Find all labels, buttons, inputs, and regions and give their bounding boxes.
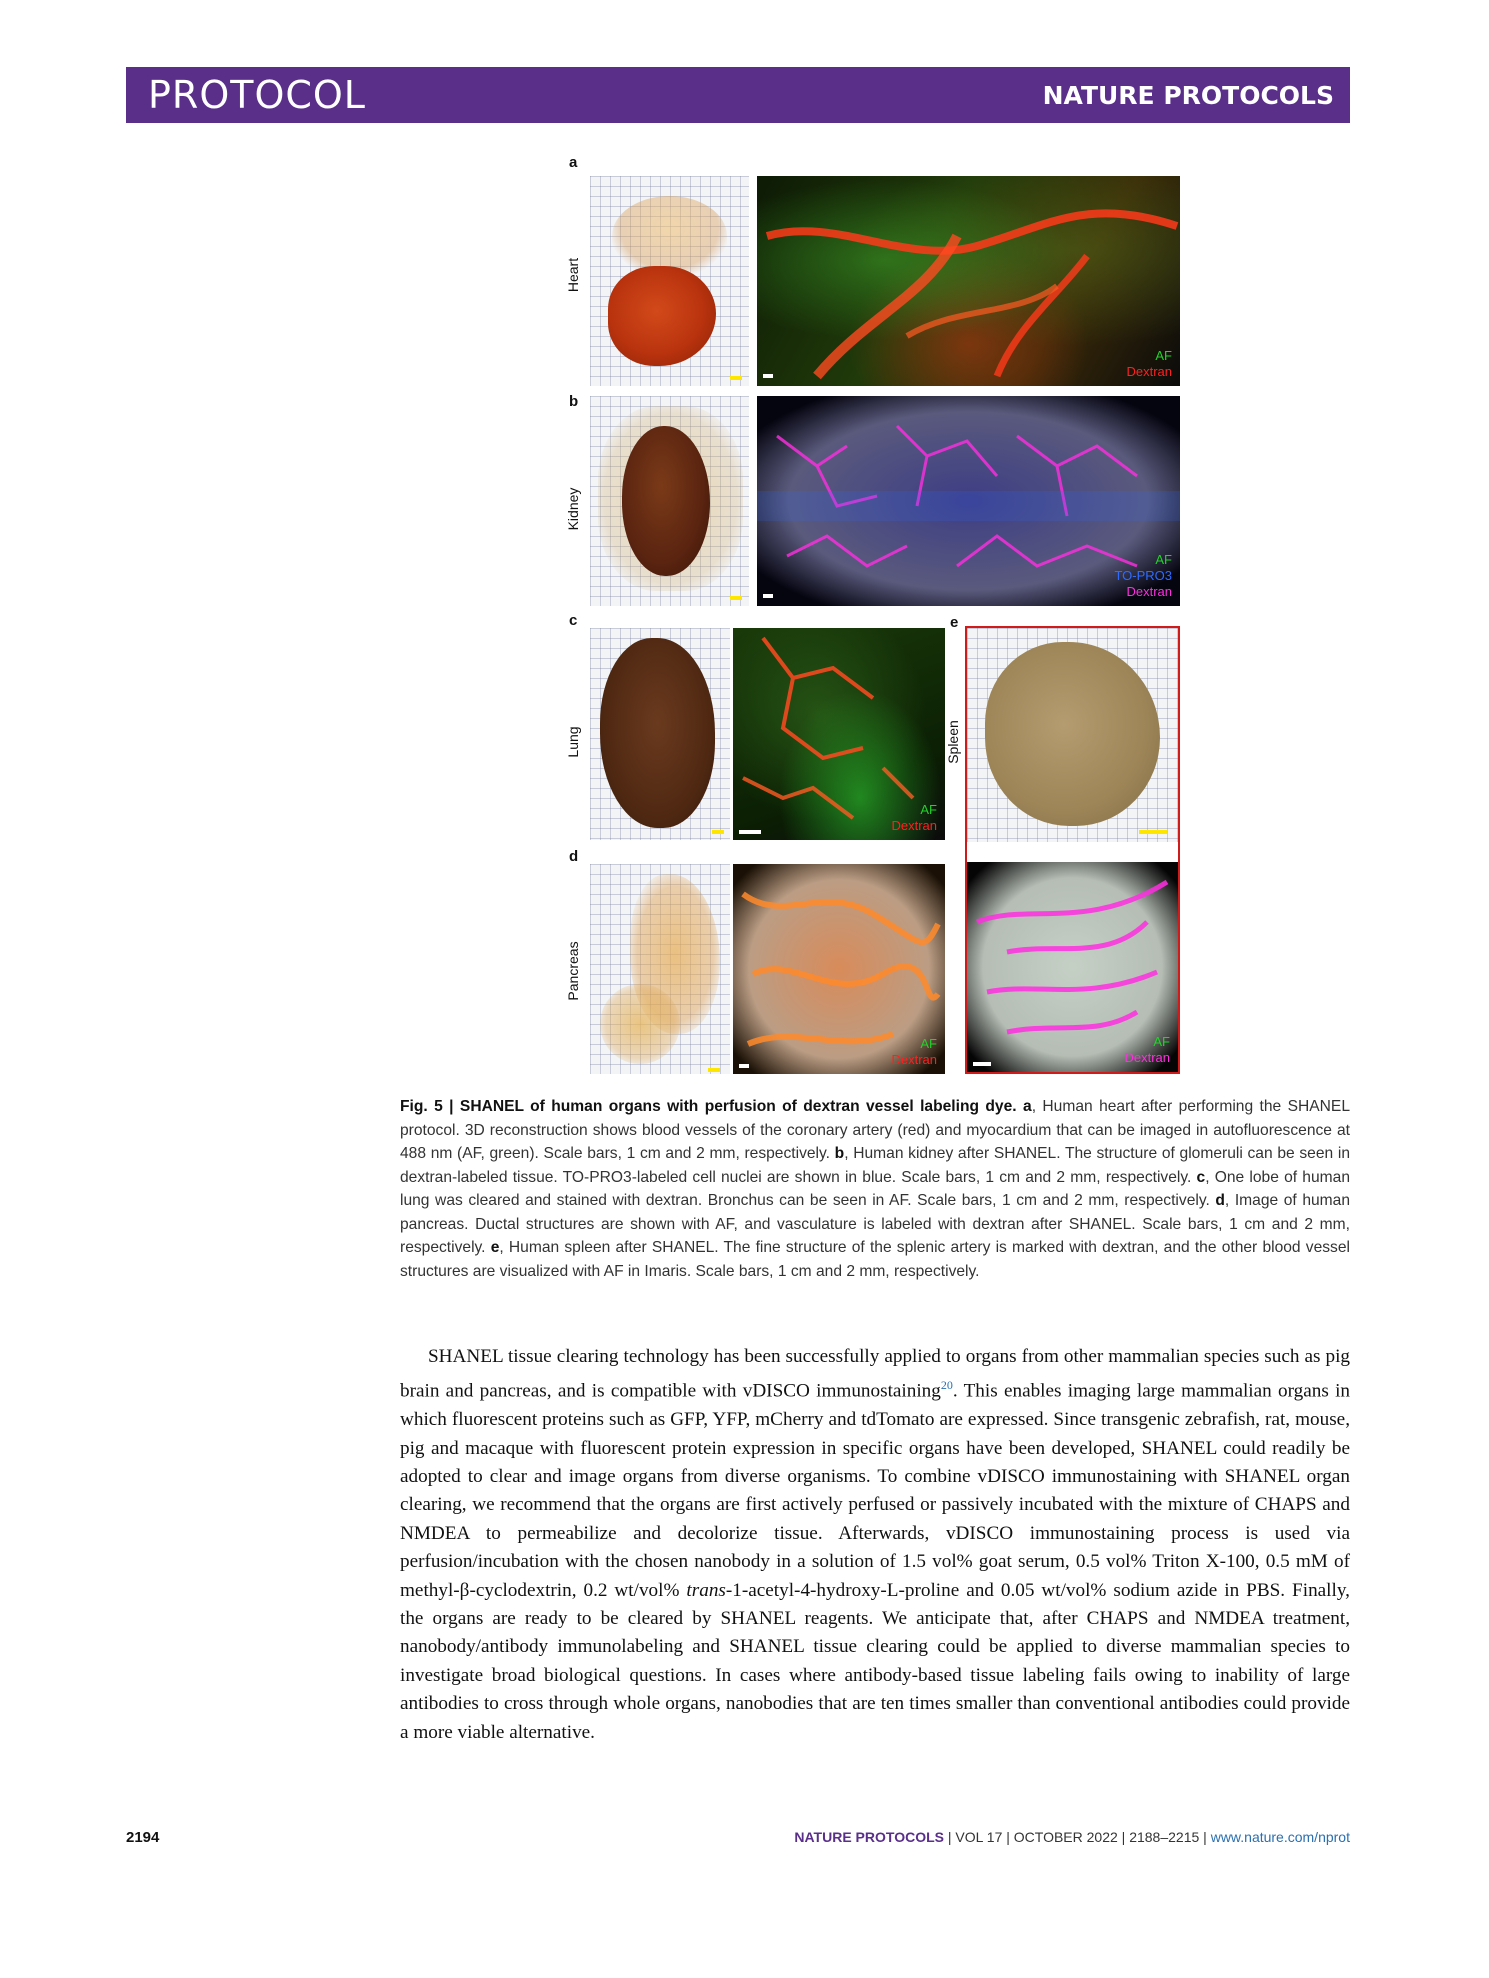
scale-bar: [712, 830, 724, 834]
scale-bar: [973, 1062, 991, 1066]
organ-label-lung: Lung: [565, 726, 581, 758]
caption-letter-a: a: [1023, 1098, 1032, 1115]
scale-bar: [730, 376, 742, 380]
organ-label-kidney: Kidney: [565, 487, 581, 531]
panel-letter-a: a: [569, 154, 578, 171]
lung-photo: [590, 628, 730, 840]
legend-af: AF: [1153, 1034, 1170, 1049]
journal-header-bar: [126, 67, 1350, 123]
panel-letter-c: c: [569, 612, 578, 629]
spleen-3d-reconstruction: [967, 862, 1178, 1072]
footer-url[interactable]: www.nature.com/nprot: [1210, 1829, 1350, 1845]
caption-text-e: , Human spleen after SHANEL. The fine structure of the splenic artery is marked with dextran, and the other blood vessel structures are visualized with AF in Imaris. Scale bars, 1 cm and 2 mm, respectively.: [400, 1239, 1350, 1280]
scale-bar: [739, 830, 761, 834]
caption-text-a: , Human heart after performing the SHANEL protocol. 3D reconstruction shows blood vessels of the coronary artery (red) and myocardium that can be imaged in autofluorescence at 488 nm (AF, green). Scale bars, 1 cm and 2 mm, respectively.: [400, 1098, 1350, 1162]
heart-photo: [590, 176, 749, 386]
kidney-photo: [590, 396, 749, 606]
scale-bar: [739, 1064, 749, 1068]
organ-label-heart: Heart: [565, 257, 581, 293]
body-paragraph: [400, 1343, 1350, 1747]
legend-dextran: Dextran: [1126, 584, 1172, 599]
caption-text-b: , Human kidney after SHANEL. The structure of glomeruli can be seen in dextran-labeled tissue. TO-PRO3-labeled cell nuclei are shown in blue. Scale bars, 1 cm and 2 mm, respectively.: [400, 1145, 1350, 1186]
reference-link[interactable]: 20: [940, 1378, 953, 1393]
body-italic: trans: [686, 1579, 726, 1601]
pancreas-3d-reconstruction: [733, 864, 945, 1074]
legend-dextran: Dextran: [1126, 364, 1172, 379]
section-label: PROTOCOL: [148, 73, 366, 117]
figure-caption: [400, 1095, 1350, 1283]
caption-text-c: , One lobe of human lung was cleared and stained with dextran. Bronchus can be seen in AF. Scale bars, 1 cm and 2 mm, respectively.: [400, 1168, 1350, 1209]
footer-journal: NATURE PROTOCOLS: [794, 1829, 944, 1845]
caption-letter-b: b: [834, 1145, 845, 1162]
page-number: 2194: [126, 1829, 160, 1846]
legend-dextran: Dextran: [891, 818, 937, 833]
scale-bar: [708, 1068, 720, 1072]
caption-letter-d: d: [1215, 1192, 1225, 1209]
caption-title: Fig. 5 | SHANEL of human organs with perfusion of dextran vessel labeling dye.: [400, 1098, 1017, 1115]
legend-dextran: Dextran: [1124, 1050, 1170, 1065]
vessel-overlay: [757, 176, 1180, 386]
footer-volume: | VOL 17 | OCTOBER 2022 | 2188–2215 |: [947, 1829, 1207, 1845]
body-text-3: -1-acetyl-4-hydroxy-L-proline and 0.05 wt/vol% sodium azide in PBS. Finally, the organs are ready to be cleared by SHANEL reagents. We anticipate that, after CHAPS and NMDEA treatment, nanobody/antibody immunolabeling and SHANEL tissue clearing could be applied to diverse mammalian species to investigate broad biological questions. In cases where antibody-based tissue labeling fails owing to inability of large antibodies to cross through whole organs, nanobodies that are ten times smaller than conventional antibodies could provide a more viable alternative.: [400, 1579, 1350, 1743]
channel-legend-d: [891, 1036, 937, 1068]
caption-letter-c: c: [1196, 1168, 1206, 1186]
channel-legend-b: [1114, 552, 1172, 600]
legend-dextran: Dextran: [891, 1052, 937, 1067]
panel-letter-d: d: [569, 848, 579, 865]
legend-topro3: TO-PRO3: [1114, 568, 1172, 583]
organ-label-pancreas: Pancreas: [565, 941, 581, 1001]
channel-legend-a: [1126, 348, 1172, 380]
panel-letter-b: b: [569, 393, 579, 410]
scale-bar: [763, 374, 773, 378]
legend-af: AF: [920, 802, 937, 817]
panel-letter-e: e: [950, 614, 959, 631]
pancreas-photo: [590, 864, 730, 1074]
heart-3d-reconstruction: [757, 176, 1180, 386]
legend-af: AF: [1155, 552, 1172, 567]
caption-text-d: , Image of human pancreas. Ductal structures are shown with AF, and vasculature is labeled with dextran after SHANEL. Scale bars, 1 cm and 2 mm, respectively.: [400, 1192, 1350, 1256]
legend-af: AF: [1155, 348, 1172, 363]
lung-3d-reconstruction: [733, 628, 945, 840]
channel-legend-e: [1124, 1034, 1170, 1066]
footer-citation: [794, 1829, 1350, 1845]
scale-bar: [763, 594, 773, 598]
body-text-1: SHANEL tissue clearing technology has been successfully applied to organs from other mammalian species such as pig brain and pancreas, and is compatible with vDISCO immunostaining: [400, 1346, 1350, 1402]
body-text-2: . This enables imaging large mammalian organs in which fluorescent proteins such as GFP, YFP, mCherry and tdTomato are expressed. Since transgenic zebrafish, rat, mouse, pig and macaque with fluorescent protein expression in specific organs have been developed, SHANEL could readily be adopted to clear and image organs from diverse organisms. To combine vDISCO immunostaining with SHANEL organ clearing, we recommend that the organs are first actively perfused or passively incubated with the mixture of CHAPS and NMDEA to permeabilize and decolorize tissue. Afterwards, vDISCO immunostaining process is used via perfusion/incubation with the chosen nanobody in a solution of 1.5 vol% goat serum, 0.5 vol% Triton X-100, 0.5 mM of methyl-β-cyclodextrin, 0.2 wt/vol%: [400, 1380, 1350, 1601]
organ-label-spleen: Spleen: [945, 720, 961, 764]
journal-name: NATURE PROTOCOLS: [1042, 81, 1334, 110]
kidney-3d-reconstruction: [757, 396, 1180, 606]
spleen-photo: [967, 628, 1178, 842]
legend-af: AF: [920, 1036, 937, 1051]
scale-bar: [730, 596, 742, 600]
caption-letter-e: e: [490, 1239, 500, 1256]
channel-legend-c: [891, 802, 937, 834]
scale-bar: [1139, 830, 1167, 834]
